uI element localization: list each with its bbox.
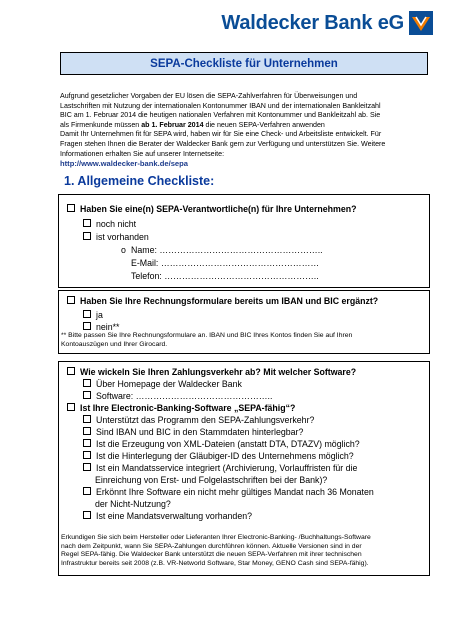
- email-field[interactable]: E-Mail: ………………………………………………: [131, 258, 320, 268]
- option-yes: ja: [83, 310, 103, 320]
- intro-line: BIC am 1. Februar 2014 die heutigen nationalen Verfahren mit Kontonummer und Bankleitzahl ab. Sie: [60, 111, 381, 120]
- intro-line: Fragen stehen Ihnen die Berater der Waldecker Bank gern zur Verfügung und unterstützen Sie. Weitere: [60, 139, 386, 148]
- intro-line: als Firmenkunde müssen ab 1. Februar 2014 die neuen SEPA-Verfahren anwenden: [60, 120, 325, 129]
- checkbox[interactable]: [83, 415, 91, 423]
- checklist-box-responsible: [58, 194, 430, 288]
- checklist-box-software: [58, 361, 430, 576]
- section-heading: 1. Allgemeine Checkliste:: [64, 174, 215, 188]
- name-field[interactable]: o Name: ………………………………………………..: [121, 245, 323, 255]
- option-existing: ist vorhanden: [83, 232, 149, 242]
- checkbox[interactable]: [83, 463, 91, 471]
- check-item: Unterstützt das Programm den SEPA-Zahlungsverkehr?: [83, 415, 314, 425]
- check-item: Erkönnt Ihre Software ein nicht mehr gültiges Mandat nach 36 Monaten: [83, 487, 374, 497]
- volksbank-logo-icon: [409, 11, 433, 35]
- question-sepa-ready: Ist Ihre Electronic-Banking-Software „SEPA-fähig“?: [67, 403, 295, 413]
- check-item-continued: der Nicht-Nutzung?: [95, 499, 171, 509]
- check-item-continued: Einreichung von Erst- und Folgelastschriften bei der Bank)?: [95, 475, 328, 485]
- software-note: Erkundigen Sie sich beim Hersteller oder Lieferanten Ihrer Electronic-Banking- /Buchhaltungs-Software nach dem Zeitpunkt, wann Sie SEPA-Zahlungen durchführen können. Aktuelle Versionen sind in der Regel SEPA-fähig. Die Waldecker Bank unterstützt die neuen SEPA-Verfahren mit ihrer technischen Infrastruktur bereits seit 2008 (z.B. VR-Networld Software, Star Money, GENO Cash sind SEPA-fähig).: [61, 534, 371, 567]
- invoice-note: ** Bitte passen Sie Ihre Rechnungsformulare an. IBAN und BIC Ihres Kontos finden Sie auf Ihren Kontoauszügen und Ihrer Girocard.: [61, 332, 353, 348]
- checkbox[interactable]: [83, 310, 91, 318]
- checkbox[interactable]: [67, 204, 75, 212]
- check-item: Sind IBAN und BIC in den Stammdaten hinterlegbar?: [83, 427, 303, 437]
- sepa-link[interactable]: http://www.waldecker-bank.de/sepa: [60, 159, 188, 169]
- option-not-yet: noch nicht: [83, 219, 136, 229]
- phone-field[interactable]: Telefon: ……………………………………………..: [131, 271, 319, 281]
- checkbox[interactable]: [83, 391, 91, 399]
- checkbox[interactable]: [83, 379, 91, 387]
- checkbox[interactable]: [83, 451, 91, 459]
- question-software: Wie wickeln Sie Ihren Zahlungsverkehr ab? Mit welcher Software?: [67, 367, 356, 377]
- option-homepage: Über Homepage der Waldecker Bank: [83, 379, 242, 389]
- checkbox[interactable]: [83, 439, 91, 447]
- checkbox[interactable]: [83, 322, 91, 330]
- checkbox[interactable]: [83, 219, 91, 227]
- checkbox[interactable]: [83, 487, 91, 495]
- check-item: Ist eine Mandatsverwaltung vorhanden?: [83, 511, 252, 521]
- checklist-box-invoice: [58, 290, 430, 354]
- intro-line: Aufgrund gesetzlicher Vorgaben der EU lösen die SEPA-Zahlverfahren für Überweisungen und: [60, 92, 358, 100]
- bank-logo: [221, 10, 433, 36]
- intro-line: Lastschriften mit Nutzung der internationalen Kontonummer IBAN und der internationalen Bankleitzahl: [60, 101, 381, 110]
- check-item: Ist die Hinterlegung der Gläubiger-ID des Unternehmens möglich?: [83, 451, 354, 461]
- checkbox[interactable]: [83, 427, 91, 435]
- option-software: Software: ………………………………………..: [83, 391, 272, 401]
- checkbox[interactable]: [67, 296, 75, 304]
- intro-text: [60, 92, 428, 169]
- document-title: SEPA-Checkliste für Unternehmen: [60, 52, 428, 75]
- question-invoice: Haben Sie Ihre Rechnungsformulare bereits um IBAN und BIC ergänzt?: [67, 296, 378, 306]
- intro-line: Damit Ihr Unternehmen fit für SEPA wird, haben wir für Sie eine Check- und Arbeitsliste entwickelt. Für: [60, 130, 382, 139]
- bank-name: Waldecker Bank eG: [221, 11, 404, 34]
- question-responsible: Haben Sie eine(n) SEPA-Verantwortliche(n) für Ihre Unternehmen?: [67, 204, 357, 214]
- checkbox[interactable]: [67, 403, 75, 411]
- checkbox[interactable]: [83, 511, 91, 519]
- check-item: Ist die Erzeugung von XML-Dateien (anstatt DTA, DTAZV) möglich?: [83, 439, 360, 449]
- checkbox[interactable]: [83, 232, 91, 240]
- checkbox[interactable]: [67, 367, 75, 375]
- intro-line: Informationen erhalten Sie auf unserer Internetseite:: [60, 149, 225, 158]
- option-no: nein**: [83, 322, 119, 332]
- check-item: Ist ein Mandatsservice integriert (Archivierung, Vorlauffristen für die: [83, 463, 357, 473]
